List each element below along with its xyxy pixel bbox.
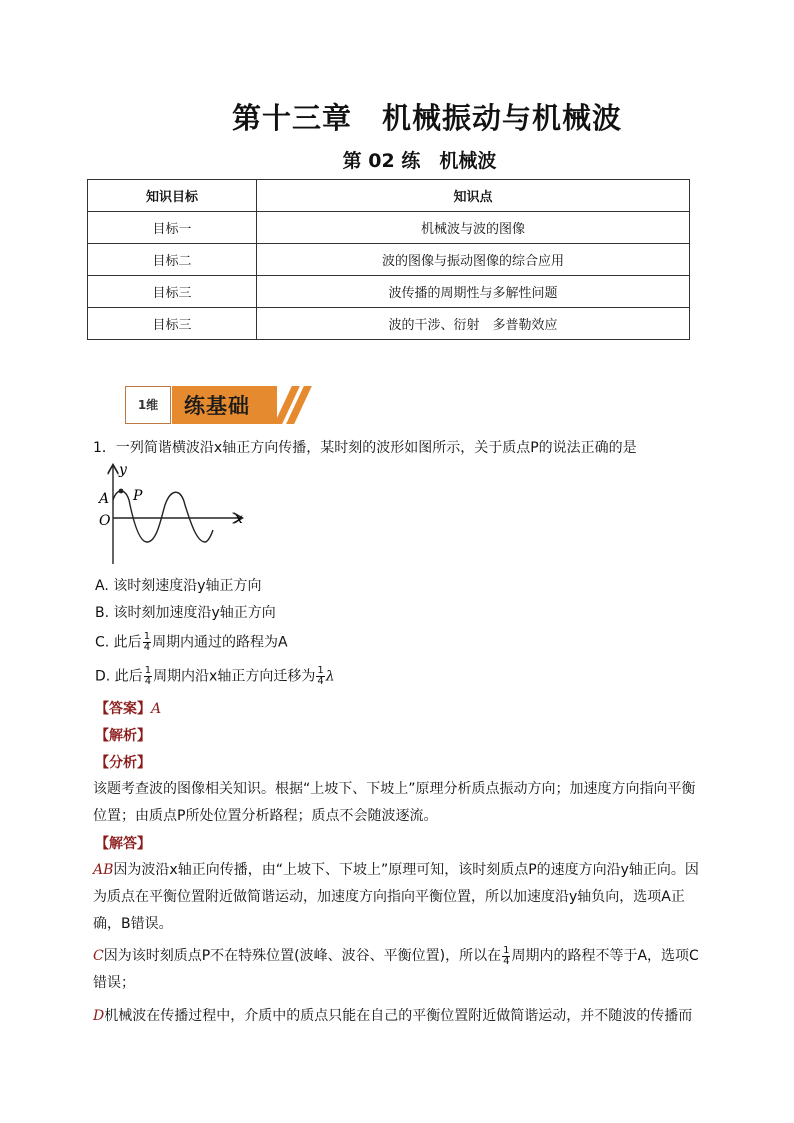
ab-text: 因为波沿x轴正向传播，由“上坡下、下坡上”原理可知，该时刻质点P的速度方向沿y轴正向。因为质点在平衡位置附近做简谐运动，加速度方向指向平衡位置，所以加速度沿y轴负向，选项A正确，B错误。 (93, 862, 699, 932)
fraction (316, 666, 324, 687)
option-d-text: 周期内沿x轴正方向迁移为 (153, 668, 316, 685)
option-d-prefix: D. 此后 (95, 668, 143, 685)
option-c-prefix: C. 此后 (95, 634, 142, 651)
question-text: 一列简谐横波沿x轴正方向传播，某时刻的波形如图所示，关于质点P的说法正确的是 (115, 440, 637, 456)
table-cell: 波的图像与振动图像的综合应用 (257, 244, 690, 276)
table-cell: 机械波与波的图像 (257, 212, 690, 244)
banner-title: 练基础 (184, 394, 250, 418)
wave-curve (113, 491, 213, 542)
table-cell: 目标二 (88, 244, 257, 276)
table-row (88, 212, 690, 244)
wave-figure (95, 460, 255, 570)
table-row (88, 308, 690, 340)
option-d (95, 666, 335, 687)
ab-paragraph (93, 857, 701, 938)
option-a: A. 该时刻速度沿y轴正方向 (95, 578, 262, 594)
fraction-denominator: 4 (144, 676, 152, 687)
c-prefix: C (93, 948, 104, 964)
fraction-denominator: 4 (143, 642, 151, 653)
option-c-text: 周期内通过的路程为A (152, 634, 288, 651)
option-b: B. 该时刻加速度沿y轴正方向 (95, 605, 276, 621)
fraction (143, 632, 151, 653)
fraction-denominator: 4 (503, 955, 510, 967)
fraction-numerator: 1 (143, 631, 151, 642)
answer-value: A (151, 701, 162, 717)
table-cell: 目标三 (88, 308, 257, 340)
question-stem (93, 438, 703, 458)
section-banner (120, 380, 310, 426)
banner-tag: 1维 (125, 386, 171, 424)
page-subtitle: 第 02 练 机械波 (342, 150, 497, 172)
option-c (95, 632, 288, 653)
fraction (144, 666, 152, 687)
fraction (502, 946, 510, 967)
analysis-label: 【解析】 (95, 728, 151, 744)
table-row (88, 244, 690, 276)
answer-label: 【答案】 (95, 701, 151, 717)
table-cell: 波的干涉、衍射 多普勒效应 (257, 308, 690, 340)
d-paragraph (93, 1003, 701, 1030)
table-header-row (88, 180, 690, 212)
point-p-marker (119, 489, 124, 494)
question-number: 1． (93, 440, 116, 456)
fenxi-label: 【分析】 (95, 755, 151, 771)
page-title: 第十三章 机械振动与机械波 (231, 101, 622, 135)
table-header-cell: 知识目标 (88, 180, 257, 212)
c-text-pre: 因为该时刻质点P不在特殊位置(波峰、波谷、平衡位置)，所以在 (103, 948, 502, 964)
c-text-post: 周期内的路程不等于A，选项C错误； (93, 948, 699, 991)
answer-line (95, 699, 161, 719)
c-paragraph (93, 943, 701, 997)
fraction-numerator: 1 (317, 665, 324, 676)
table-cell: 目标一 (88, 212, 257, 244)
fenxi-paragraph: 该题考查波的图像相关知识。根据“上坡下、下坡上”原理分析质点振动方向；加速度方向指向平衡位置；由质点P所处位置分析路程；质点不会随波逐流。 (93, 781, 696, 824)
y-axis-label: y (119, 462, 127, 478)
amplitude-label: A (99, 491, 110, 507)
point-p-label: P (133, 488, 143, 504)
table-cell: 目标三 (88, 276, 257, 308)
table-cell: 波传播的周期性与多解性问题 (257, 276, 690, 308)
fraction-numerator: 1 (144, 665, 152, 676)
origin-label: O (99, 513, 111, 529)
x-axis-label: x (235, 511, 243, 527)
ab-prefix: AB (93, 862, 114, 878)
fraction-numerator: 1 (503, 944, 510, 956)
d-text: 机械波在传播过程中，介质中的质点只能在自己的平衡位置附近做简谐运动，并不随波的传播而 (104, 1008, 693, 1024)
table-header-cell: 知识点 (257, 180, 690, 212)
lambda-symbol: λ (325, 668, 335, 685)
d-prefix: D (93, 1008, 105, 1024)
jieda-label: 【解答】 (95, 836, 151, 852)
knowledge-table (87, 179, 690, 340)
fraction-denominator: 4 (317, 676, 324, 687)
table-row (88, 276, 690, 308)
